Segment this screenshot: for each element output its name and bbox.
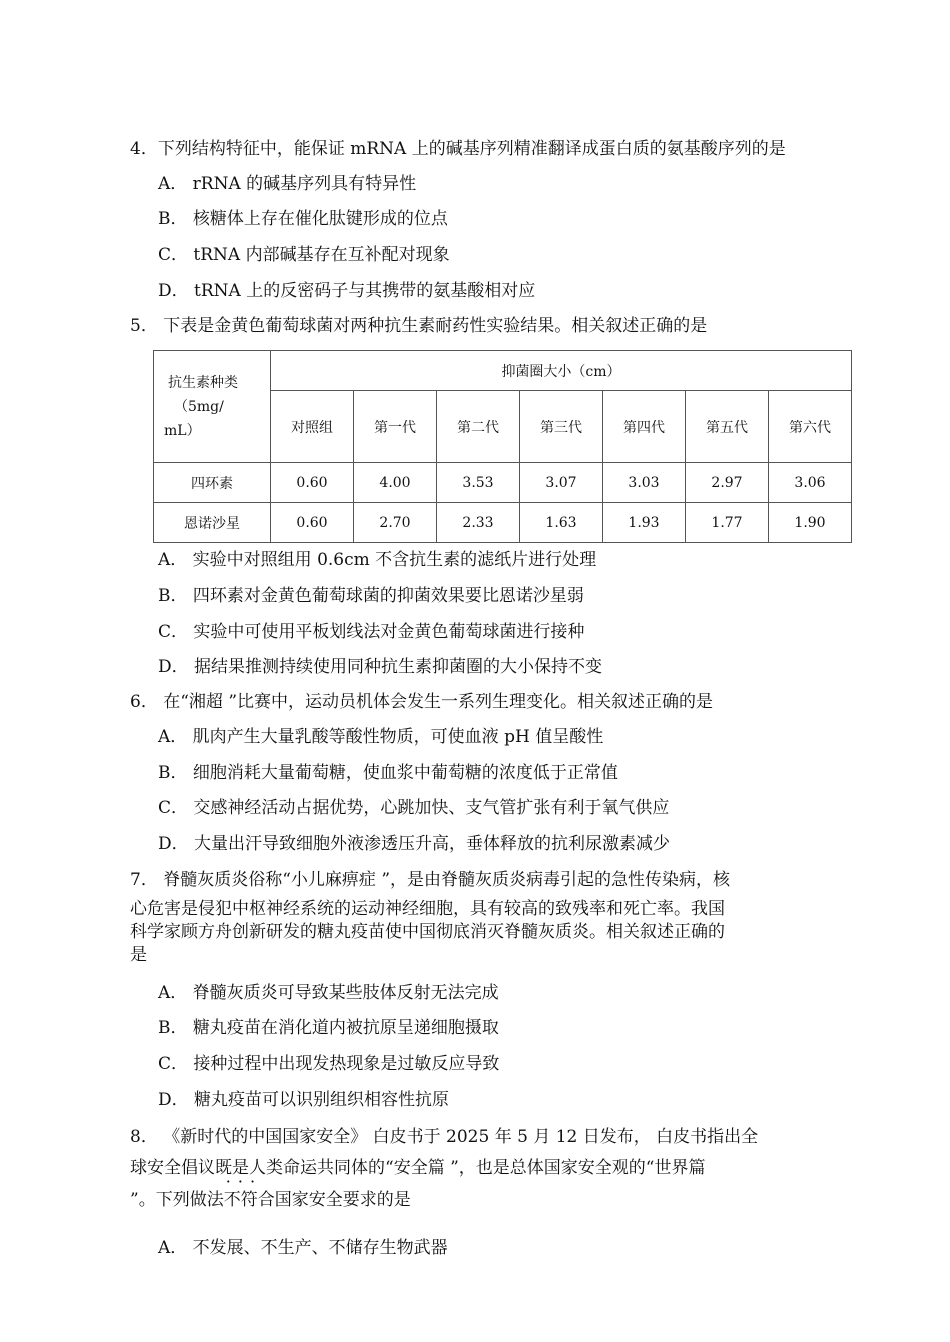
q6-stem: 6． 在“湘超 ”比赛中，运动员机体会发生一系列生理变化。相关叙述正确的是: [130, 692, 714, 712]
q7-stem-line-2: 心危害是侵犯中枢神经系统的运动神经细胞，具有较高的致残率和死亡率。我国: [130, 899, 725, 919]
q7-stem-line-3: 科学家顾方舟创新研发的糖丸疫苗使中国彻底消灭脊髓灰质炎。相关叙述正确的: [130, 922, 725, 942]
q6-option-c: C． 交感神经活动占据优势，心跳加快、支气管扩张有利于氧气供应: [158, 798, 670, 818]
q4-option-a: A． rRNA 的碱基序列具有特异性: [158, 174, 417, 194]
col-header: 第一代: [354, 391, 437, 463]
q5-stem: 5． 下表是金黄色葡萄球菌对两种抗生素耐药性实验结果。相关叙述正确的是: [130, 316, 708, 336]
q5-option-a: A． 实验中对照组用 0.6cm 不含抗生素的滤纸片进行处理: [158, 550, 597, 570]
emphasis-not-compliant: · · · 不符合: [224, 1189, 275, 1211]
col-header: 第四代: [603, 391, 686, 463]
corner-line-1: 抗生素种类: [168, 374, 238, 391]
table-cell: 4.00: [354, 463, 437, 503]
table-cell: 0.60: [271, 463, 354, 503]
q8-stem-line-3: [130, 1189, 411, 1211]
row-label: 四环素: [154, 463, 271, 503]
q7-option-b: B． 糖丸疫苗在消化道内被抗原呈递细胞摄取: [158, 1018, 499, 1038]
table-cell: 0.60: [271, 503, 354, 543]
table-row: [154, 463, 852, 503]
table-cell: 3.03: [603, 463, 686, 503]
col-header: 第三代: [520, 391, 603, 463]
row-label: 恩诺沙星: [154, 503, 271, 543]
q8-stem-line-1: 8． 《新时代的中国国家安全》 白皮书于 2025 年 5 月 12 日发布， 白皮书指出全: [130, 1127, 759, 1147]
q5-option-b: B． 四环素对金黄色葡萄球菌的抑菌效果要比恩诺沙星弱: [158, 586, 584, 606]
q4-option-b: B． 核糖体上存在催化肽键形成的位点: [158, 209, 448, 229]
table-cell: 1.77: [686, 503, 769, 543]
table-cell: 2.97: [686, 463, 769, 503]
q6-option-b: B． 细胞消耗大量葡萄糖，使血浆中葡萄糖的浓度低于正常值: [158, 763, 618, 783]
q7-option-d: D． 糖丸疫苗可以识别组织相容性抗原: [158, 1090, 450, 1110]
table-cell: 3.06: [769, 463, 852, 503]
q8-stem-pre: ”。下列做法: [130, 1190, 224, 1210]
q6-option-d: D． 大量出汗导致细胞外液渗透压升高，垂体释放的抗利尿激素减少: [158, 834, 671, 854]
corner-line-3: mL）: [164, 422, 201, 439]
table-cell: 1.90: [769, 503, 852, 543]
col-header: 第二代: [437, 391, 520, 463]
col-header: 第六代: [769, 391, 852, 463]
table-cell: 3.07: [520, 463, 603, 503]
q6-option-a: A． 肌肉产生大量乳酸等酸性物质，可使血液 pH 值呈酸性: [158, 727, 604, 747]
q8-stem-post: 国家安全要求的是: [274, 1190, 411, 1210]
table-cell: 1.63: [520, 503, 603, 543]
q8-stem-line-2: 球安全倡议既是人类命运共同体的“安全篇 ”，也是总体国家安全观的“世界篇: [130, 1158, 706, 1178]
antibiotic-resistance-table: [153, 350, 852, 543]
table-row: [154, 503, 852, 543]
q5-option-c: C． 实验中可使用平板划线法对金黄色葡萄球菌进行接种: [158, 622, 585, 642]
table-corner-header: [154, 351, 271, 463]
q4-option-c: C． tRNA 内部碱基存在互补配对现象: [158, 245, 450, 265]
table-cell: 2.70: [354, 503, 437, 543]
q4-option-d: D． tRNA 上的反密码子与其携带的氨基酸相对应: [158, 281, 536, 301]
table-cell: 3.53: [437, 463, 520, 503]
q7-option-c: C． 接种过程中出现发热现象是过敏反应导致: [158, 1054, 500, 1074]
q8-option-a: A． 不发展、不生产、不储存生物武器: [158, 1238, 448, 1258]
q5-option-d: D． 据结果推测持续使用同种抗生素抑菌圈的大小保持不变: [158, 657, 603, 677]
table-cell: 1.93: [603, 503, 686, 543]
q7-stem-line-4: 是: [130, 945, 147, 965]
table-cell: 2.33: [437, 503, 520, 543]
q4-stem: 4．下列结构特征中，能保证 mRNA 上的碱基序列精准翻译成蛋白质的氨基酸序列的是: [130, 139, 786, 159]
corner-line-2: （5mg/: [174, 398, 224, 415]
q7-stem-line-1: 7． 脊髓灰质炎俗称“小儿麻痹症 ”，是由脊髓灰质炎病毒引起的急性传染病，核: [130, 870, 731, 890]
q7-option-a: A． 脊髓灰质炎可导致某些肢体反射无法完成: [158, 983, 499, 1003]
group-header: 抑菌圈大小（cm）: [271, 351, 852, 391]
col-header: 对照组: [271, 391, 354, 463]
col-header: 第五代: [686, 391, 769, 463]
